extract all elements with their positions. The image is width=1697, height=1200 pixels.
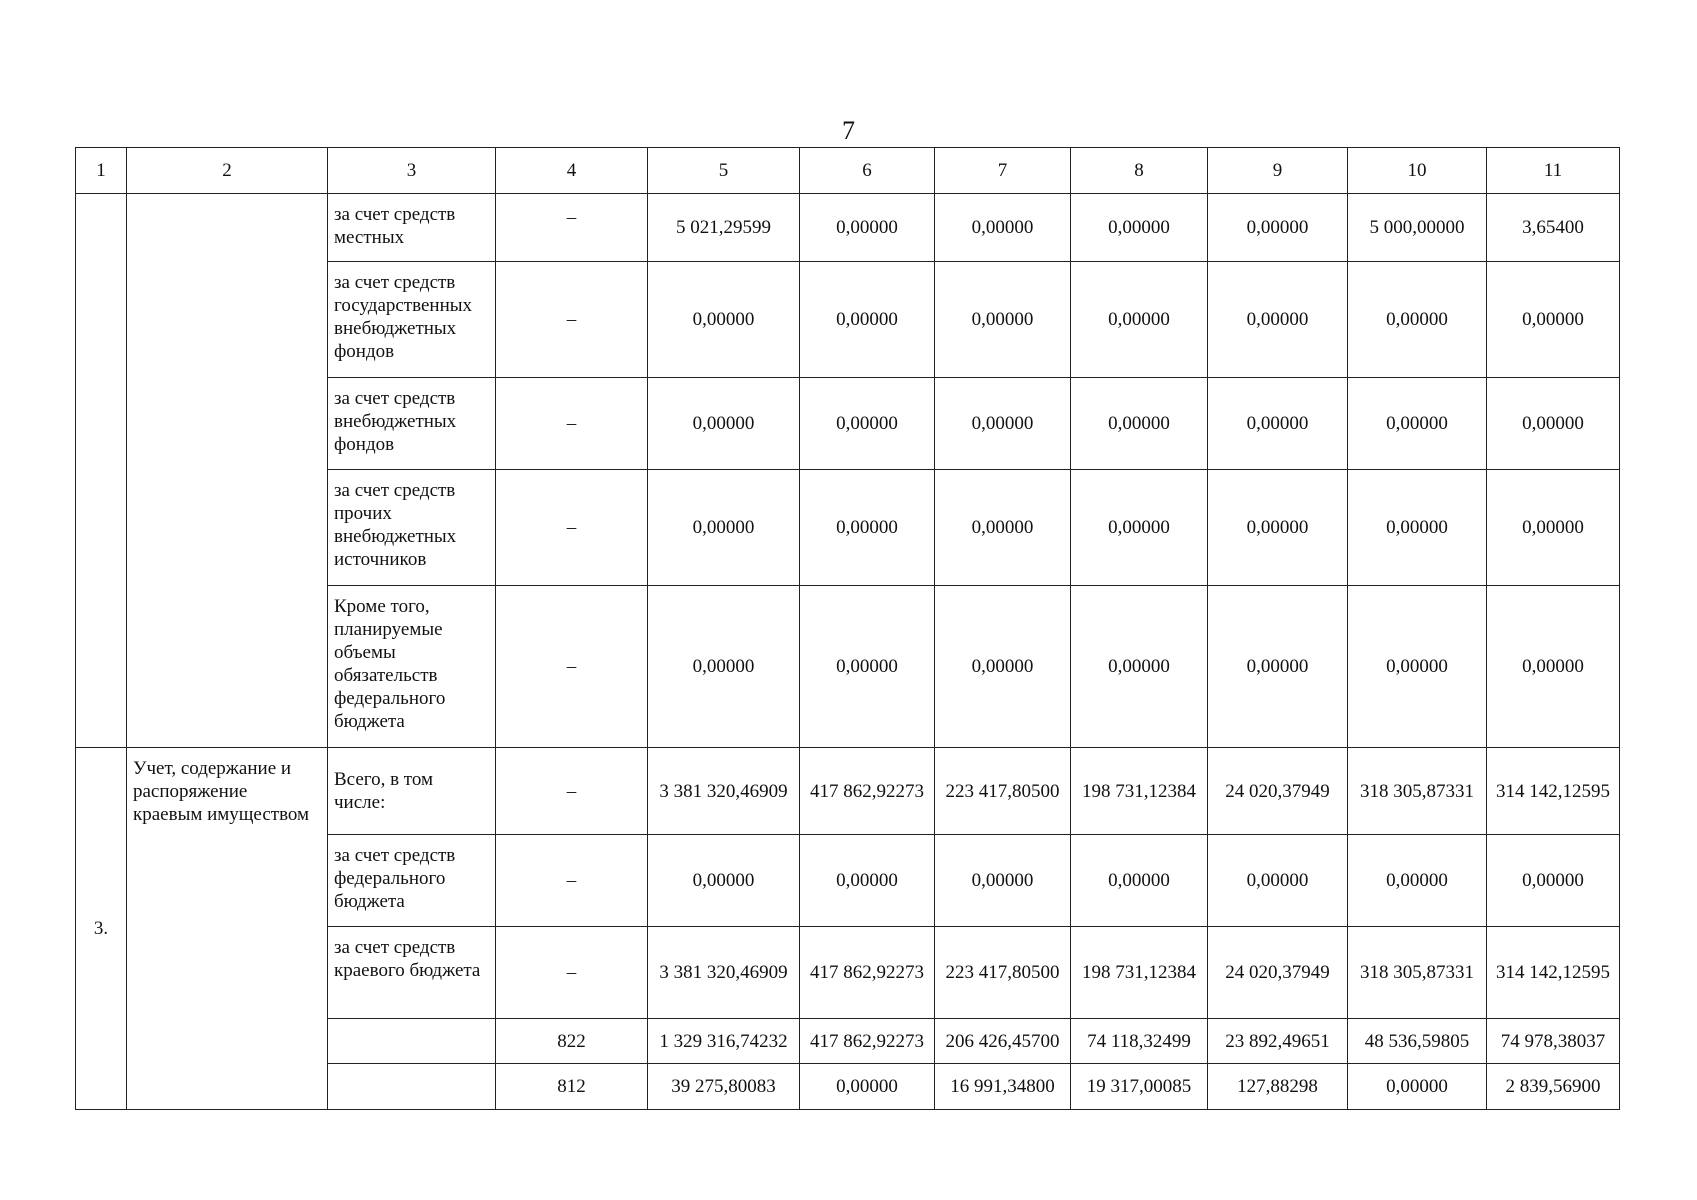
- budget-table: [75, 147, 1620, 1110]
- value-cell-col10: 48 536,59805: [1348, 1019, 1487, 1064]
- value-cell-col7: 0,00000: [935, 378, 1071, 470]
- value-cell-col11: 314 142,12595: [1487, 927, 1620, 1019]
- value-cell-col6: 0,00000: [800, 586, 935, 748]
- header-cell-8: 8: [1071, 148, 1208, 194]
- value-cell-col8: 0,00000: [1071, 378, 1208, 470]
- section-title: Учет, содержание и распоряжение краевым имуществом: [127, 748, 328, 1110]
- value-cell-col9: 127,88298: [1208, 1064, 1348, 1110]
- value-cell-col9: 0,00000: [1208, 194, 1348, 262]
- value-cell-col9: 0,00000: [1208, 586, 1348, 748]
- value-cell-col11: 0,00000: [1487, 262, 1620, 378]
- value-cell-col7: 223 417,80500: [935, 748, 1071, 835]
- section-number: 3.: [76, 748, 127, 1110]
- value-cell-col5: 0,00000: [648, 378, 800, 470]
- source-label: за счет средств государственных внебюджетных фондов: [328, 262, 496, 378]
- header-cell-5: 5: [648, 148, 800, 194]
- value-cell-col8: 0,00000: [1071, 262, 1208, 378]
- value-cell-col5: 0,00000: [648, 835, 800, 927]
- code-cell: –: [496, 470, 648, 586]
- value-cell-col7: 16 991,34800: [935, 1064, 1071, 1110]
- value-cell-col7: 223 417,80500: [935, 927, 1071, 1019]
- value-cell-col9: 0,00000: [1208, 378, 1348, 470]
- header-cell-6: 6: [800, 148, 935, 194]
- value-cell-col10: 0,00000: [1348, 586, 1487, 748]
- header-cell-2: 2: [127, 148, 328, 194]
- value-cell-col7: 206 426,45700: [935, 1019, 1071, 1064]
- header-row: [76, 148, 1620, 194]
- header-cell-7: 7: [935, 148, 1071, 194]
- header-cell-11: 11: [1487, 148, 1620, 194]
- value-cell-col9: 0,00000: [1208, 835, 1348, 927]
- value-cell-col11: 0,00000: [1487, 470, 1620, 586]
- value-cell-col7: 0,00000: [935, 835, 1071, 927]
- name-cell: [127, 194, 328, 748]
- value-cell-col5: 0,00000: [648, 262, 800, 378]
- table-row: [76, 194, 1620, 262]
- value-cell-col9: 24 020,37949: [1208, 927, 1348, 1019]
- value-cell-col6: 417 862,92273: [800, 927, 935, 1019]
- value-cell-col9: 0,00000: [1208, 470, 1348, 586]
- value-cell-col10: 5 000,00000: [1348, 194, 1487, 262]
- value-cell-col8: 74 118,32499: [1071, 1019, 1208, 1064]
- value-cell-col7: 0,00000: [935, 586, 1071, 748]
- value-cell-col5: 3 381 320,46909: [648, 748, 800, 835]
- value-cell-col10: 318 305,87331: [1348, 748, 1487, 835]
- value-cell-col8: 0,00000: [1071, 194, 1208, 262]
- code-cell: –: [496, 927, 648, 1019]
- value-cell-col6: 417 862,92273: [800, 748, 935, 835]
- value-cell-col5: 3 381 320,46909: [648, 927, 800, 1019]
- value-cell-col5: 0,00000: [648, 470, 800, 586]
- value-cell-col11: 0,00000: [1487, 378, 1620, 470]
- value-cell-col10: 0,00000: [1348, 470, 1487, 586]
- source-label: за счет средств федерального бюджета: [328, 835, 496, 927]
- value-cell-col11: 314 142,12595: [1487, 748, 1620, 835]
- value-cell-col11: 2 839,56900: [1487, 1064, 1620, 1110]
- value-cell-col11: 0,00000: [1487, 586, 1620, 748]
- value-cell-col6: 0,00000: [800, 378, 935, 470]
- header-cell-3: 3: [328, 148, 496, 194]
- header-cell-1: 1: [76, 148, 127, 194]
- header-cell-9: 9: [1208, 148, 1348, 194]
- value-cell-col10: 0,00000: [1348, 378, 1487, 470]
- value-cell-col10: 0,00000: [1348, 1064, 1487, 1110]
- value-cell-col6: 0,00000: [800, 262, 935, 378]
- header-cell-10: 10: [1348, 148, 1487, 194]
- code-cell: 812: [496, 1064, 648, 1110]
- code-cell: –: [496, 748, 648, 835]
- code-cell: –: [496, 194, 648, 262]
- source-label: Кроме того, планируемые объемы обязательств федерального бюджета: [328, 586, 496, 748]
- header-cell-4: 4: [496, 148, 648, 194]
- value-cell-col6: 0,00000: [800, 194, 935, 262]
- source-label: Всего, в том числе:: [328, 748, 496, 835]
- value-cell-col8: 0,00000: [1071, 470, 1208, 586]
- value-cell-col7: 0,00000: [935, 470, 1071, 586]
- page-number: 7: [842, 116, 855, 145]
- code-cell: –: [496, 378, 648, 470]
- value-cell-col8: 0,00000: [1071, 835, 1208, 927]
- value-cell-col5: 0,00000: [648, 586, 800, 748]
- value-cell-col10: 0,00000: [1348, 262, 1487, 378]
- value-cell-col5: 1 329 316,74232: [648, 1019, 800, 1064]
- value-cell-col7: 0,00000: [935, 262, 1071, 378]
- code-cell: –: [496, 262, 648, 378]
- source-label: за счет средств местных: [328, 194, 496, 262]
- value-cell-col9: 23 892,49651: [1208, 1019, 1348, 1064]
- value-cell-col9: 24 020,37949: [1208, 748, 1348, 835]
- code-cell: –: [496, 835, 648, 927]
- value-cell-col11: 0,00000: [1487, 835, 1620, 927]
- code-cell: 822: [496, 1019, 648, 1064]
- row-number-cell: [76, 194, 127, 748]
- value-cell-col8: 198 731,12384: [1071, 748, 1208, 835]
- value-cell-col8: 198 731,12384: [1071, 927, 1208, 1019]
- value-cell-col5: 39 275,80083: [648, 1064, 800, 1110]
- value-cell-col10: 318 305,87331: [1348, 927, 1487, 1019]
- value-cell-col7: 0,00000: [935, 194, 1071, 262]
- source-label: [328, 1064, 496, 1110]
- source-label: за счет средств прочих внебюджетных источников: [328, 470, 496, 586]
- value-cell-col6: 0,00000: [800, 835, 935, 927]
- value-cell-col6: 0,00000: [800, 1064, 935, 1110]
- value-cell-col8: 0,00000: [1071, 586, 1208, 748]
- value-cell-col6: 417 862,92273: [800, 1019, 935, 1064]
- value-cell-col10: 0,00000: [1348, 835, 1487, 927]
- source-label: за счет средств внебюджетных фондов: [328, 378, 496, 470]
- source-label: за счет средств краевого бюджета: [328, 927, 496, 1019]
- value-cell-col5: 5 021,29599: [648, 194, 800, 262]
- source-label: [328, 1019, 496, 1064]
- value-cell-col9: 0,00000: [1208, 262, 1348, 378]
- value-cell-col11: 74 978,38037: [1487, 1019, 1620, 1064]
- value-cell-col11: 3,65400: [1487, 194, 1620, 262]
- table-row: [76, 748, 1620, 835]
- value-cell-col8: 19 317,00085: [1071, 1064, 1208, 1110]
- code-cell: –: [496, 586, 648, 748]
- value-cell-col6: 0,00000: [800, 470, 935, 586]
